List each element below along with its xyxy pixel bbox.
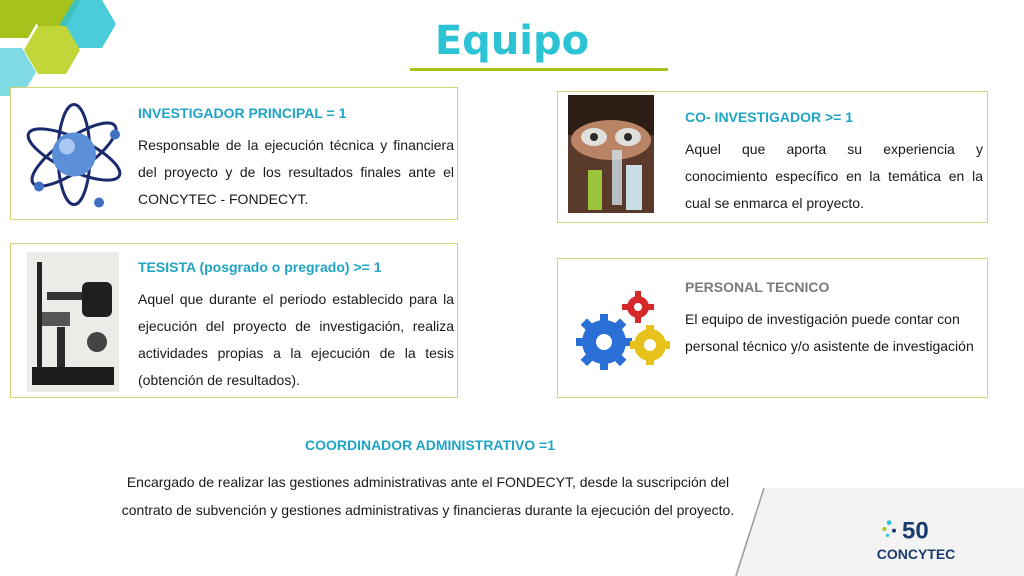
scientist-photo xyxy=(568,95,654,213)
coordinador-heading: COORDINADOR ADMINISTRATIVO =1 xyxy=(304,437,556,453)
co-investigador-description: Aquel que aporta su experiencia y conocimiento específico en la temática en la cual se enmarca el proyecto. xyxy=(685,141,983,211)
co-investigador-heading: CO- INVESTIGADOR >= 1 xyxy=(685,109,854,125)
personal-tecnico-description: El equipo de investigación puede contar con personal técnico y/o asistente de investigación xyxy=(685,311,974,354)
atom-icon xyxy=(19,92,129,217)
logo-brand: CONCYTEC xyxy=(876,546,956,562)
card-investigador-principal xyxy=(10,87,458,220)
personal-tecnico-heading: PERSONAL TECNICO xyxy=(685,279,830,295)
lab-equipment-photo xyxy=(27,252,119,392)
tesista-heading: TESISTA (posgrado o pregrado) >= 1 xyxy=(138,259,382,275)
card-co-investigador xyxy=(557,91,988,223)
tesista-description: Aquel que durante el periodo establecido para la ejecución del proyecto de investigación, realiza actividades propias a la ejecución de la tesis (obtención de resultados). xyxy=(138,291,454,388)
title-underline xyxy=(410,68,668,71)
concytec-logo xyxy=(878,512,958,546)
slide-title: Equipo xyxy=(434,18,590,64)
investigador-description: Responsable de la ejecución técnica y financiera del proyecto y de los resultados finales ante el CONCYTEC - FONDECYT. xyxy=(138,137,454,207)
gears-icon xyxy=(572,287,672,377)
investigador-heading: INVESTIGADOR PRINCIPAL = 1 xyxy=(138,105,347,121)
logo-anniversary-number: 50 xyxy=(902,517,929,545)
card-tesista xyxy=(10,243,458,398)
card-personal-tecnico xyxy=(557,258,988,398)
coordinador-description: Encargado de realizar las gestiones administrativas ante el FONDECYT, desde la suscripción del contrato de subvención y gestiones administrativas y financieras durante la ejecución del proyecto. xyxy=(121,474,735,518)
